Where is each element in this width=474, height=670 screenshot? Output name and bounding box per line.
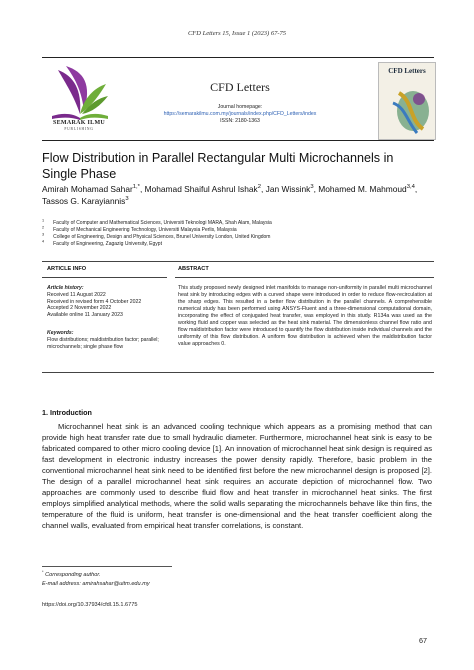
author-affiliation-mark: 3,4: [406, 184, 415, 191]
journal-cover-thumbnail: [378, 62, 436, 140]
history-list: [47, 292, 172, 318]
homepage-link[interactable]: https://semarakilmu.com.my/journals/index.php/CFD_Letters/index: [163, 111, 317, 117]
corresponding-note: * Corresponding author.: [42, 569, 101, 578]
affiliation-item: [42, 241, 162, 247]
author-name: Mohamed M. Mahmoud: [318, 184, 407, 194]
affiliation-number: 3: [42, 232, 45, 237]
history-item: Available online 11 January 2023: [47, 311, 123, 318]
page-number: 67: [419, 636, 427, 645]
cover-title: CFD Letters: [388, 67, 426, 75]
article-info-heading: ARTICLE INFO: [47, 266, 87, 272]
history-item: Received 11 August 2022: [47, 292, 106, 298]
abstract-heading: ABSTRACT: [178, 266, 209, 272]
affiliation-text: Faculty of Mechanical Engineering Technology, Universiti Malaysia Perlis, Malaysia: [53, 227, 237, 233]
running-header: CFD Letters 15, Issue 1 (2023) 67-75: [187, 30, 287, 37]
history-item: Accepted 2 November 2022: [47, 305, 112, 312]
doi-link[interactable]: https://doi.org/10.37934/cfdl.15.1.6775: [42, 602, 138, 608]
abstract-text: This study proposed newly designed inlet manifolds to manage non-uniformity in parallel multi microchannel heat sink by introducing edges with a curved shape were introduced in order to reduce flow-recirculation at the sharp edges. This resulted in a better flow distribution in the parallel channels. A comprehensible numerical study has been performed using ANSYS-Fluent and a three-dimensional computational domain, incorporating the effect of conjugated heat transfer, was employed in this study. R134a was used as the working fluid and copper was selected as the heat sink material. The dimensionless channel flow ratio and flow maldistribution factor were introduced to quantify the flow distribution inside individual channels and the uniformity of this flow distribution. A uniform flow distribution is achieved when the maldistribution factor value approaches 0.: [178, 285, 432, 348]
journal-name: CFD Letters: [210, 80, 270, 94]
footnote-rule: [42, 566, 172, 567]
author-name: Mohamad Shaiful Ashrul Ishak: [144, 184, 258, 194]
affiliation-item: [42, 234, 270, 240]
affiliation-text: Faculty of Computer and Mathematical Sciences, Universiti Teknologi MARA, Shah Alam, Malaysia: [53, 220, 272, 226]
abstract-col-rule: [175, 277, 434, 278]
author-affiliation-mark: 2: [257, 184, 261, 191]
author-name: Jan Wissink: [265, 184, 311, 194]
author-affiliation-mark: 1,*: [132, 184, 140, 191]
author-name: Amirah Mohamad Sahar: [42, 184, 133, 194]
publisher-name: SEMARAK ILMU: [52, 120, 106, 126]
issn: ISSN: 2180-1363: [220, 118, 260, 124]
header-top-rule: [42, 57, 434, 58]
keywords: Flow distributions; maldistribution factor; parallel; microchannels; single phase flow: [47, 337, 159, 350]
publisher-sub: PUBLISHING: [64, 127, 94, 131]
section-heading: 1. Introduction: [42, 408, 92, 417]
affiliation-number: 2: [42, 225, 45, 230]
affiliation-item: [42, 220, 272, 226]
keywords-label: Keywords:: [47, 330, 74, 336]
book-leaf-logo-icon: [44, 62, 114, 122]
header-bottom-rule: [42, 140, 434, 141]
cover-art-icon: [379, 63, 435, 139]
email-note: E-mail address: amirahsahar@uitm.edu.my: [42, 581, 150, 587]
info-col-rule: [42, 277, 167, 278]
info-top-rule: [42, 261, 434, 262]
affiliation-text: Faculty of Engineering, Zagazig University, Egypt: [53, 241, 162, 247]
author-list: Amirah Mohamad Sahar$^{1,*}$, Mohamad Shaiful Ashrul Ishak$^2$, Jan Wissink$^3$, Mohamed M. Mahmoud$^{3,4}$, Tassos G. Karayiannis$^3$: [42, 184, 418, 206]
author-name: Tassos G. Karayiannis: [42, 195, 126, 206]
author-affiliation-mark: 3: [310, 184, 314, 191]
homepage-label: Journal homepage:: [217, 104, 263, 110]
info-bottom-rule: [42, 372, 434, 373]
author-affiliation-mark: 3: [125, 195, 129, 202]
affiliation-number: 1: [42, 218, 45, 223]
affiliation-text: College of Engineering, Design and Physical Sciences, Brunel University London, United Kingdom: [53, 234, 271, 240]
affiliation-item: [42, 227, 237, 233]
intro-paragraph: [42, 422, 432, 532]
article-title: Flow Distribution in Parallel Rectangular Multi Microchannels in Single Phase: [42, 151, 394, 181]
intro-text: Microchannel heat sink is an advanced cooling technique which appears as a promising method that can provide high heat transfer rate due to small hydraulic diameter. Furthermore, microchannel heat sink is easy to be fabricated compared to other micro cooling device [1]. An innovation of microchannel heat sink design is required as fast development in electronic industry increases the power density rapidly. Therefore, basic problem in the conventional microchannel heat sink need to be identified first before the new microchannel design is proposed [2]. The design of a parallel microchannel heat sink requires an accurate depiction of microchannel flow. Two approaches are commonly used to describe fluid flow and heat transfer in microchannel heat sinks. The first employs simplified analytical methods, where the solid walls separating the microchannels behave like thin fins, the temperature of the fluid is uniform, heat transfer is one-dimensional and the heat transfer coefficient along the channel walls, evaluated from empirical heat transfer correlations, is constant.: [42, 422, 432, 530]
affiliation-number: 4: [42, 239, 45, 244]
history-label: Article history:: [47, 285, 84, 291]
history-item: Received in revised form 4 October 2022: [47, 298, 142, 305]
